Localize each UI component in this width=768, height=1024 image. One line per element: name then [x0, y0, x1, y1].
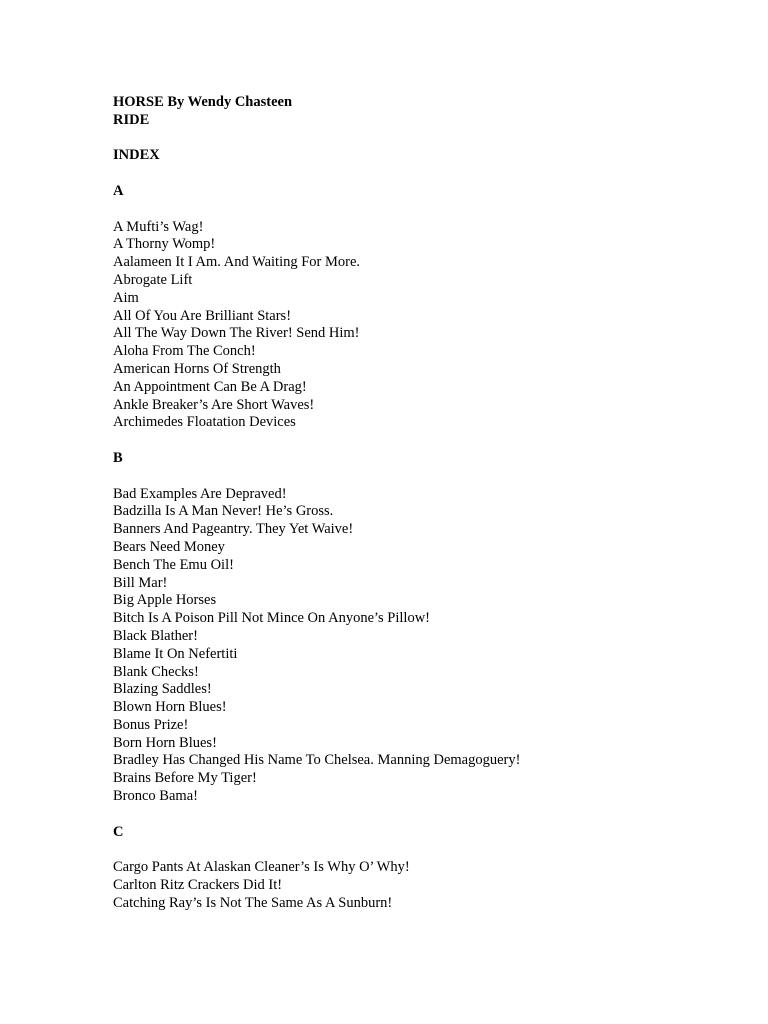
index-entry: A Thorny Womp!	[113, 236, 216, 253]
index-entry: Bill Mar!	[113, 574, 168, 591]
index-entry: A Mufti’s Wag!	[113, 218, 204, 235]
document-title: HORSE By Wendy Chasteen	[113, 94, 293, 110]
index-entry: Cargo Pants At Alaskan Cleaner’s Is Why O’ Why!	[113, 859, 410, 876]
index-entry-list	[113, 859, 733, 912]
index-entry-list	[113, 219, 733, 433]
index-entry: Banners And Pageantry. They Yet Waive!	[113, 521, 354, 538]
index-entry: Carlton Ritz Crackers Did It!	[113, 877, 283, 894]
index-entry: Abrogate Lift	[113, 271, 193, 288]
index-entry: Bears Need Money	[113, 538, 225, 555]
index-entry: Bench The Emu Oil!	[113, 556, 234, 573]
index-heading: INDEX	[113, 147, 160, 164]
section-letter: C	[113, 823, 124, 840]
index-entry: Archimedes Floatation Devices	[113, 414, 296, 431]
index-entry: Aalameen It I Am. And Waiting For More.	[113, 254, 361, 271]
index-entry: All The Way Down The River! Send Him!	[113, 325, 360, 342]
index-entry: All Of You Are Brilliant Stars!	[113, 307, 292, 324]
index-entry: Catching Ray’s Is Not The Same As A Sunburn!	[113, 894, 393, 911]
index-entry-list	[113, 486, 733, 806]
index-entry: Bad Examples Are Depraved!	[113, 485, 287, 502]
section-letter: A	[113, 182, 124, 199]
index-entry: Badzilla Is A Man Never! He’s Gross.	[113, 503, 334, 520]
document-page	[113, 94, 733, 913]
index-entry: Bitch Is A Poison Pill Not Mince On Anyone’s Pillow!	[113, 610, 431, 627]
index-entry: Blame It On Nefertiti	[113, 645, 238, 662]
index-sections	[113, 183, 733, 913]
document-subtitle: RIDE	[113, 111, 150, 128]
index-entry: Blown Horn Blues!	[113, 699, 227, 716]
index-entry: Big Apple Horses	[113, 592, 217, 609]
index-entry: American Horns Of Strength	[113, 360, 281, 377]
index-entry: Aim	[113, 289, 139, 306]
index-entry: Ankle Breaker’s Are Short Waves!	[113, 396, 315, 413]
index-entry: Blank Checks!	[113, 663, 199, 680]
index-entry: Aloha From The Conch!	[113, 343, 256, 360]
index-entry: Bronco Bama!	[113, 788, 198, 805]
index-entry: Born Horn Blues!	[113, 734, 217, 751]
index-entry: Blazing Saddles!	[113, 681, 212, 698]
index-entry: An Appointment Can Be A Drag!	[113, 378, 307, 395]
index-entry: Bradley Has Changed His Name To Chelsea. Manning Demagoguery!	[113, 752, 521, 769]
index-entry: Black Blather!	[113, 627, 198, 644]
section-letter: B	[113, 449, 123, 466]
index-entry: Bonus Prize!	[113, 716, 189, 733]
index-entry: Brains Before My Tiger!	[113, 770, 257, 787]
